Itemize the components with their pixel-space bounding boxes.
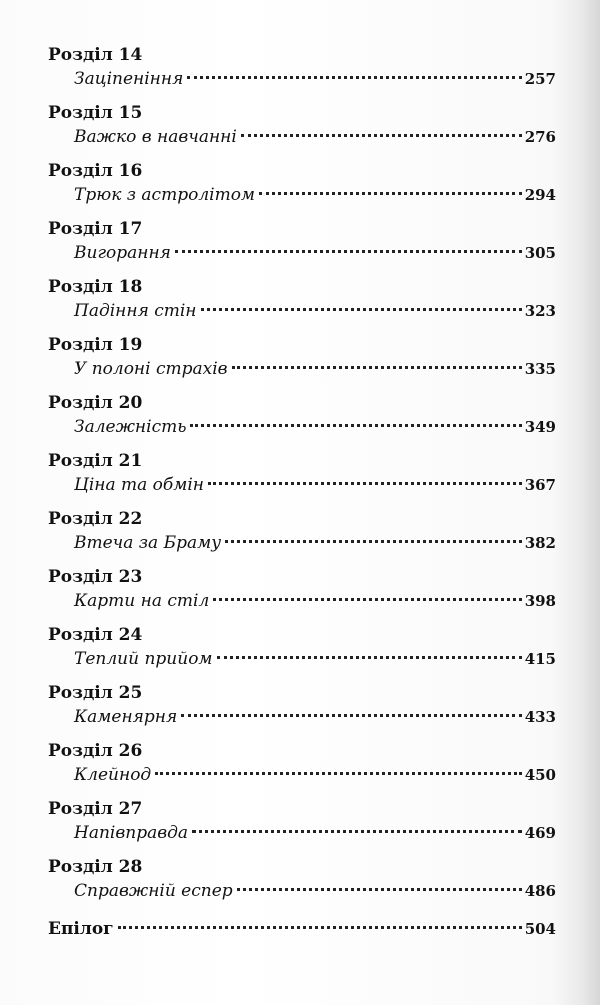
chapter-title: Теплий прийом [74, 649, 213, 669]
chapter-page-number: 305 [524, 244, 556, 262]
chapter-title-row [74, 878, 556, 904]
dot-leader [208, 482, 522, 485]
chapter-title-row [74, 66, 556, 92]
chapter-label: Розділ 21 [48, 451, 143, 471]
toc-entry [48, 508, 556, 566]
chapter-label: Розділ 18 [48, 277, 143, 297]
chapter-label: Розділ 15 [48, 103, 143, 123]
toc-entry [48, 450, 556, 508]
chapter-page-number: 257 [524, 70, 556, 88]
toc-entry [48, 740, 556, 798]
chapter-label: Розділ 14 [48, 45, 143, 65]
chapter-title: Каменярня [74, 707, 178, 727]
toc-entry [48, 102, 556, 160]
chapter-label: Розділ 26 [48, 741, 143, 761]
chapter-page-number: 469 [524, 824, 556, 842]
chapter-page-number: 398 [524, 592, 556, 610]
dot-leader [155, 772, 521, 775]
chapter-page-number: 294 [524, 186, 556, 204]
chapter-title: Карти на стіл [74, 591, 210, 611]
chapter-page-number: 415 [524, 650, 556, 668]
chapter-label: Розділ 28 [48, 857, 143, 877]
toc-entry [48, 160, 556, 218]
toc-entry [48, 682, 556, 740]
dot-leader [241, 134, 522, 137]
table-of-contents [48, 44, 556, 942]
chapter-page-number: 367 [524, 476, 556, 494]
chapter-title: Падіння стін [74, 301, 197, 321]
dot-leader [213, 598, 521, 601]
chapter-title-row [74, 124, 556, 150]
chapter-title: У полоні страхів [74, 359, 228, 379]
chapter-label: Розділ 20 [48, 393, 143, 413]
dot-leader [187, 76, 521, 79]
chapter-title: Важко в навчанні [74, 127, 237, 147]
dot-leader [237, 888, 522, 891]
chapter-page-number: 335 [524, 360, 556, 378]
chapter-title: Напівправда [74, 823, 189, 843]
chapter-title-row [74, 298, 556, 324]
chapter-page-number: 382 [524, 534, 556, 552]
chapter-title: Трюк з астролітом [74, 185, 256, 205]
chapter-title: Заціпеніння [74, 69, 184, 89]
chapter-page-number: 323 [524, 302, 556, 320]
dot-leader [192, 830, 522, 833]
chapter-title-row [74, 588, 556, 614]
chapter-title-row [74, 704, 556, 730]
toc-entry [48, 392, 556, 450]
chapter-title: Вигорання [74, 243, 171, 263]
chapter-title-row [74, 472, 556, 498]
chapter-title-row [74, 646, 556, 672]
epilogue-entry [48, 916, 556, 942]
chapter-title: Втеча за Браму [74, 533, 222, 553]
chapter-label: Розділ 17 [48, 219, 143, 239]
chapter-title-row [74, 240, 556, 266]
toc-entry [48, 798, 556, 856]
chapter-title: Залежність [74, 417, 187, 437]
chapter-page-number: 450 [524, 766, 556, 784]
chapter-title-row [74, 530, 556, 556]
chapter-label: Розділ 22 [48, 509, 143, 529]
dot-leader [225, 540, 522, 543]
chapter-label: Розділ 19 [48, 335, 143, 355]
chapter-label: Розділ 24 [48, 625, 143, 645]
dot-leader [217, 656, 522, 659]
chapter-page-number: 349 [524, 418, 556, 436]
chapter-title-row [74, 182, 556, 208]
chapter-page-number: 486 [524, 882, 556, 900]
toc-entry [48, 856, 556, 914]
chapter-label: Розділ 23 [48, 567, 143, 587]
toc-entry [48, 276, 556, 334]
toc-entry [48, 44, 556, 102]
dot-leader [118, 926, 522, 929]
chapter-title: Справжній еспер [74, 881, 233, 901]
chapter-title: Клейнод [74, 765, 152, 785]
epilogue-label: Епілог [48, 919, 114, 939]
toc-entry [48, 624, 556, 682]
dot-leader [259, 192, 522, 195]
chapter-page-number: 276 [524, 128, 556, 146]
dot-leader [175, 250, 522, 253]
dot-leader [201, 308, 522, 311]
dot-leader [232, 366, 522, 369]
chapter-list [48, 44, 556, 914]
chapter-title: Ціна та обмін [74, 475, 204, 495]
dot-leader [181, 714, 521, 717]
epilogue-page-number: 504 [524, 920, 556, 938]
chapter-title-row [74, 356, 556, 382]
toc-entry [48, 566, 556, 624]
toc-entry [48, 218, 556, 276]
dot-leader [190, 424, 521, 427]
chapter-title-row [74, 414, 556, 440]
chapter-label: Розділ 25 [48, 683, 143, 703]
chapter-title-row [74, 820, 556, 846]
chapter-label: Розділ 27 [48, 799, 143, 819]
chapter-label: Розділ 16 [48, 161, 143, 181]
toc-entry [48, 334, 556, 392]
chapter-title-row [74, 762, 556, 788]
chapter-page-number: 433 [524, 708, 556, 726]
